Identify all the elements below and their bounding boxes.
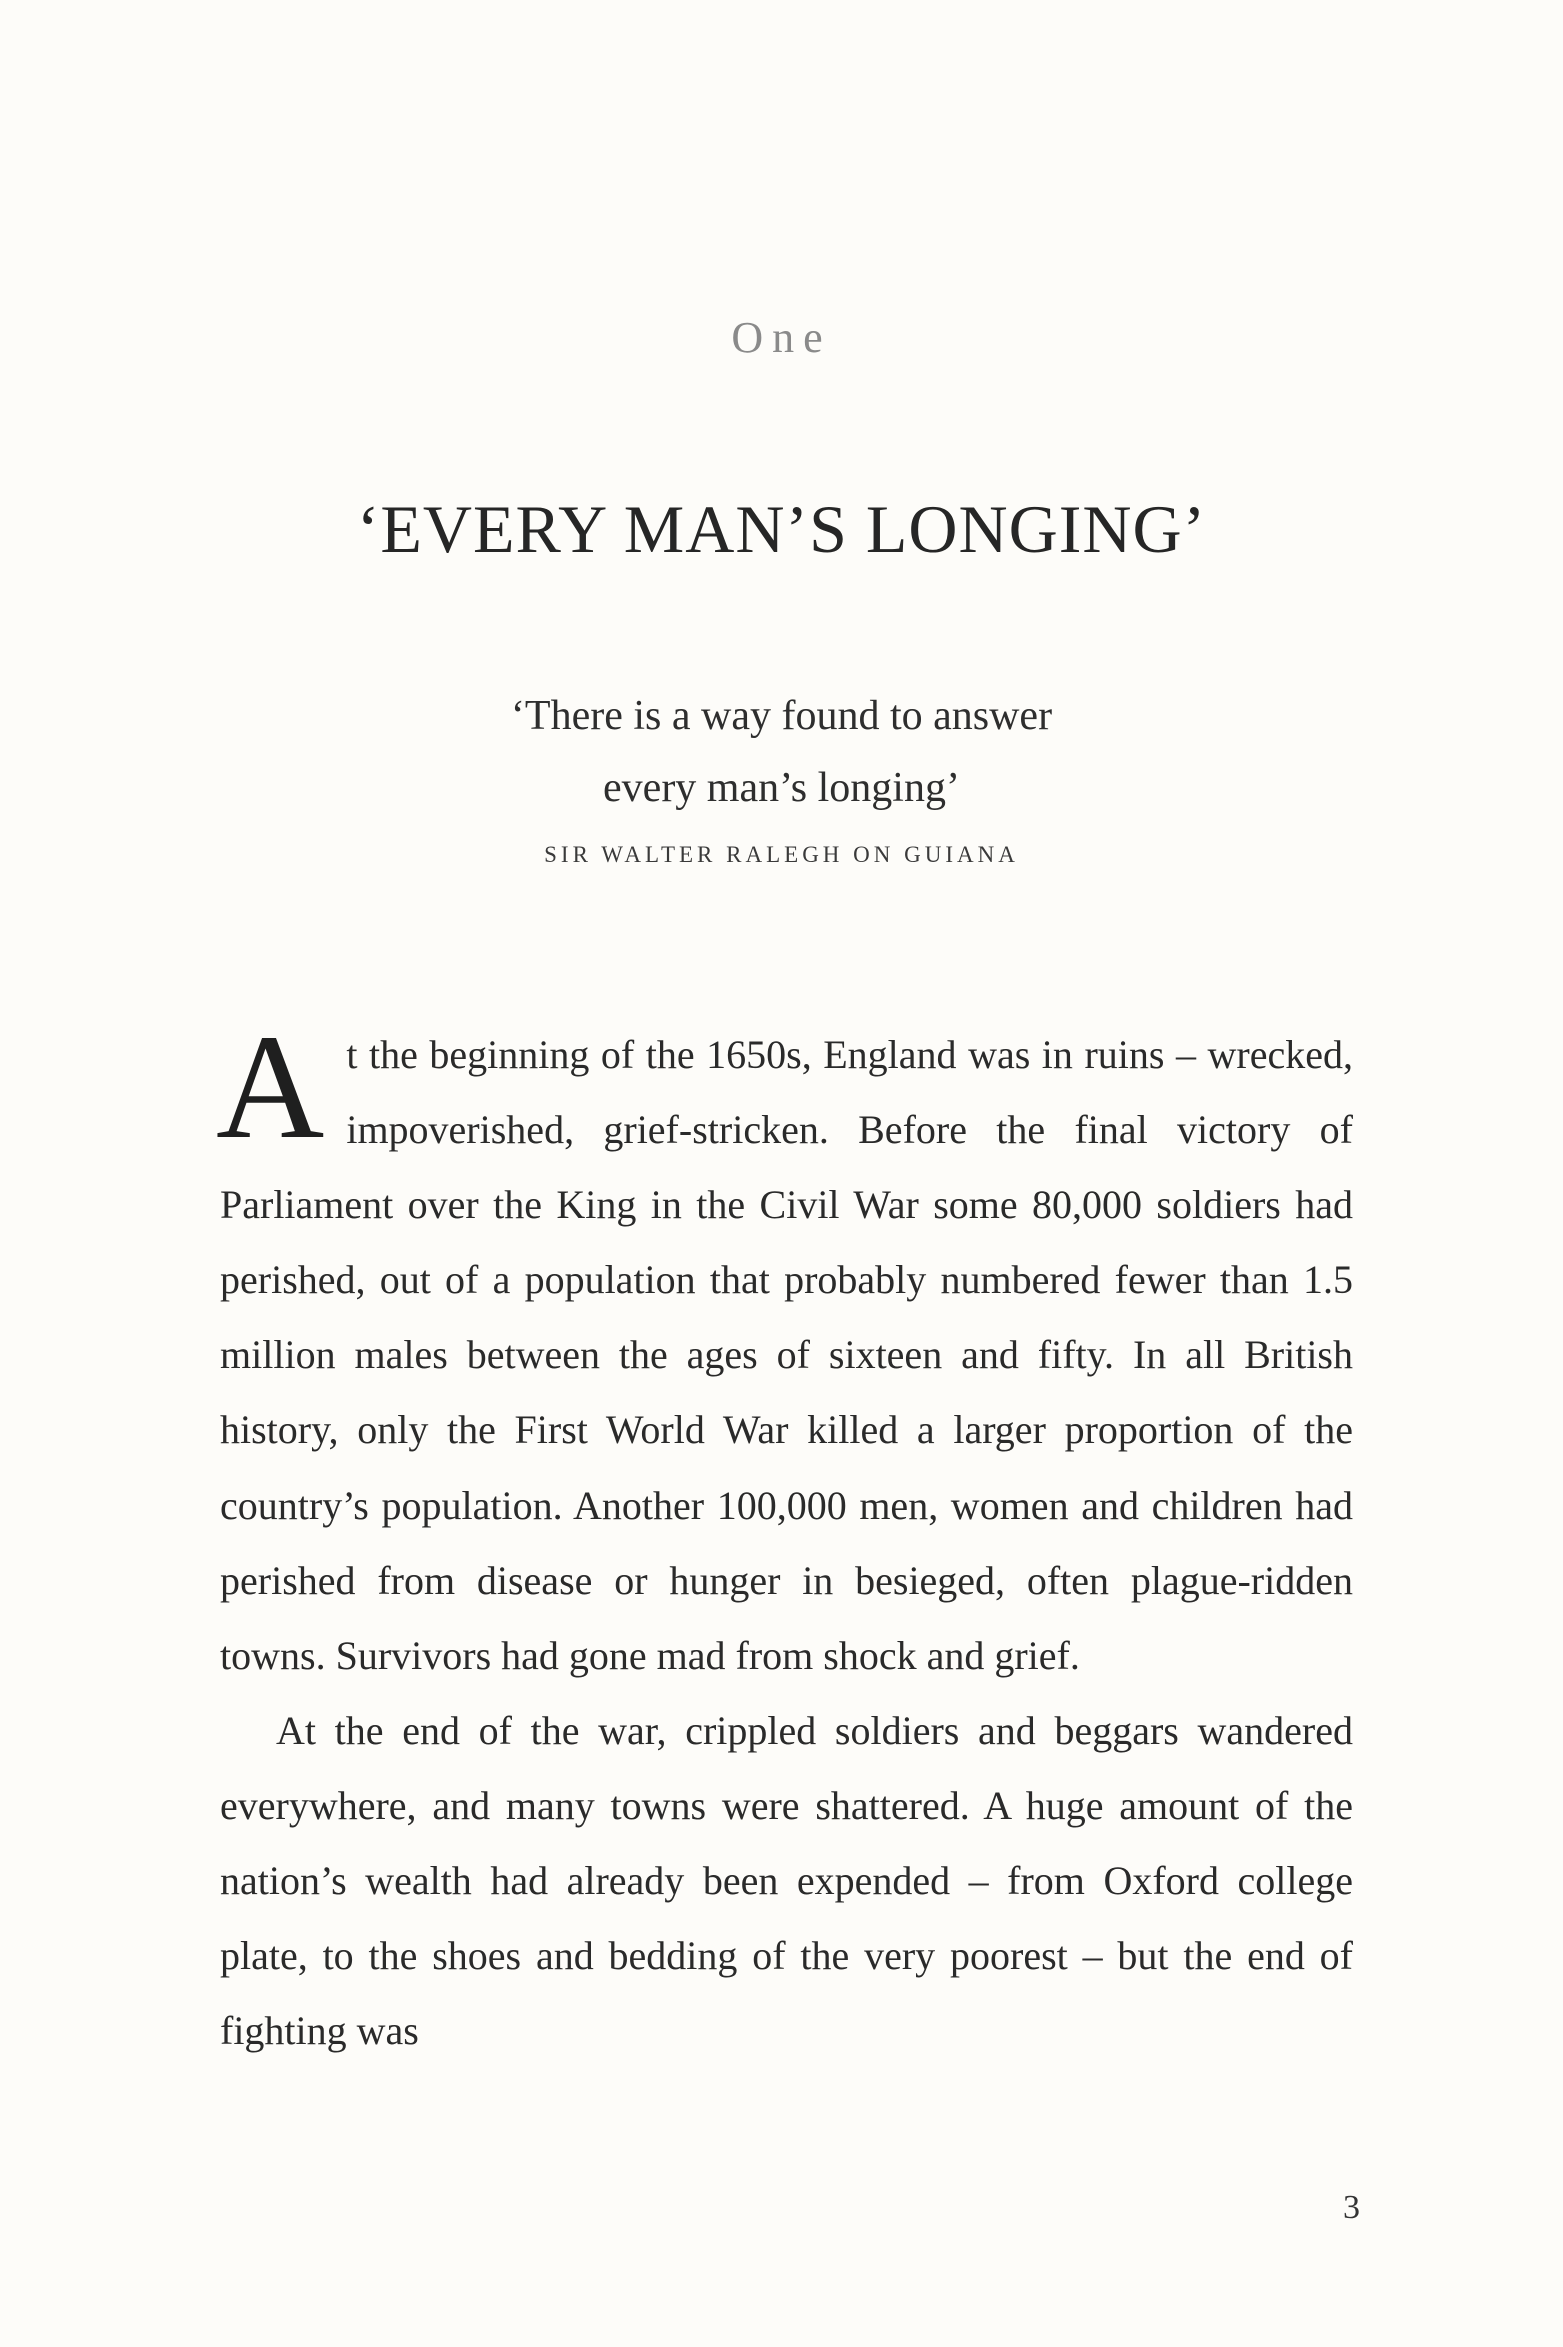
epigraph [0, 680, 1563, 868]
paragraph-text: t the beginning of the 1650s, England was in ruins – wrecked, impoverished, grief-stricken. Before the final victory of Parliament over the King in the Civil War some 80,000 soldiers had perished, out of a population that probably numbered fewer than 1.5 million males between the ages of sixteen and fifty. In all British history, only the First World War killed a larger proportion of the country’s population. Another 100,000 men, women and children had perished from disease or hunger in besieged, often plague-ridden towns. Survivors had gone mad from shock and grief. [220, 1032, 1353, 1678]
paragraph: At the end of the war, crippled soldiers and beggars wandered everywhere, and many towns were shattered. A huge amount of the nation’s wealth had already been expended – from Oxford college plate, to the shoes and bedding of the very poorest – but the end of fighting was [220, 1707, 1353, 2054]
drop-cap: A [216, 1004, 325, 1170]
page-number: 3 [1343, 2189, 1360, 2226]
epigraph-line: ‘There is a way found to answer [510, 693, 1053, 739]
epigraph-attribution: SIR WALTER RALEGH ON GUIANA [544, 842, 1019, 867]
chapter-number-label: One [731, 313, 832, 362]
chapter-body [216, 1004, 1353, 2068]
paragraph [216, 1004, 1353, 1693]
epigraph-line: every man’s longing’ [603, 765, 960, 811]
chapter-title: ‘EVERY MAN’S LONGING’ [356, 491, 1207, 567]
